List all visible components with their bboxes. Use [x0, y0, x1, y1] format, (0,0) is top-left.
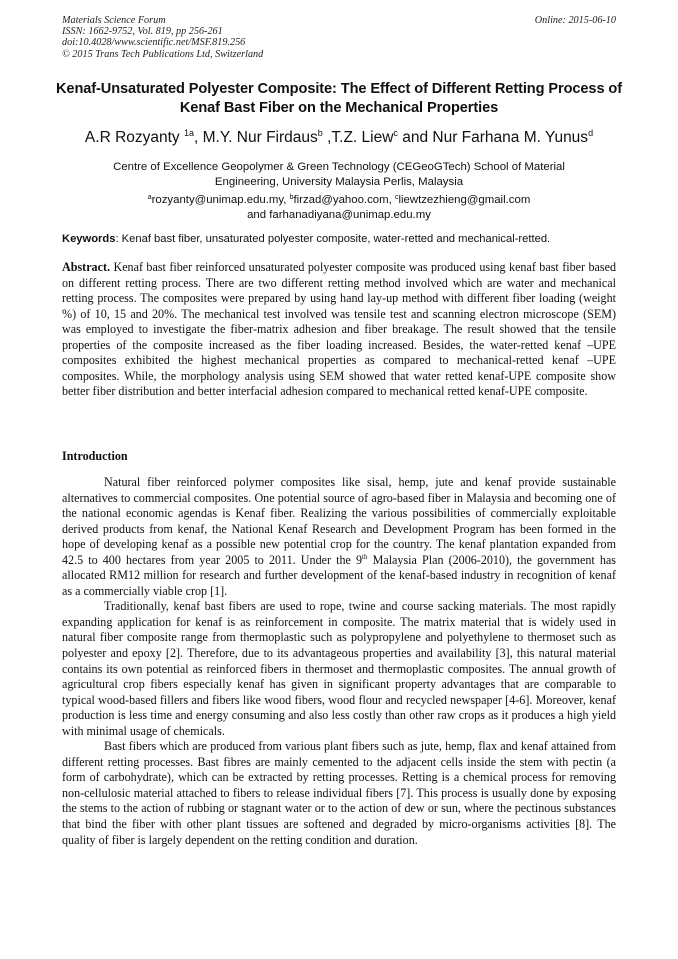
- introduction-body: [62, 475, 616, 848]
- email-b[interactable]: firzad@yahoo.com,: [293, 194, 395, 206]
- copyright-line: © 2015 Trans Tech Publications Ltd, Switzerland: [62, 48, 264, 60]
- doi-line: doi:10.4028/www.scientific.net/MSF.819.256: [62, 37, 246, 49]
- abstract-label: Abstract.: [62, 260, 111, 274]
- author-list: [0, 128, 678, 147]
- issn-line: ISSN: 1662-9752, Vol. 819, pp 256-261: [62, 26, 223, 38]
- abstract: [62, 260, 616, 400]
- author-3-sup: c: [393, 128, 398, 138]
- email-b-sup: b: [289, 194, 294, 201]
- email-c-sup: c: [394, 194, 399, 201]
- email-a[interactable]: rozyanty@unimap.edu.my,: [151, 194, 290, 206]
- intro-p1-part-b: Malaysia Plan (2006-2010), the government has allocated RM12 million for research and further development of the kenaf-based industry in recognition of kenaf as a commercially viable crop [1].: [62, 552, 616, 598]
- author-3: ,T.Z. Liew: [322, 129, 394, 146]
- author-1-sup: 1a: [183, 128, 194, 138]
- intro-paragraph-2: Traditionally, kenaf bast fibers are used to rope, twine and course sacking materials. The most rapidly expanding application for kenaf is as reinforcement in composite. The matrix material that is widely used in natural fiber composite range from thermoplastic such as polypropylene and polyethylene to thermoset such as polyester and epoxy [2]. Therefore, due to its advantageous properties and availability [3], this natural material contains its own potential as reinforced fibers in thermoset and thermoplastic composites. The annual growth of agricultural crop fibers especially kenaf has given in significant property advantages that are comparable to typical wood-based fillers and fibers like wood fibers, wood flour and recycled newspaper [4-6]. Moreover, kenaf production is less time and energy consuming and also less costly than other raw crops as it produces a high yield with minimal usage of chemicals.: [62, 599, 616, 738]
- author-2-sup: b: [317, 128, 323, 138]
- abstract-text: Kenaf bast fiber reinforced unsaturated polyester composite was produced using kenaf bast fiber based on different retting process. There are two different retting method involved which are water and mechanical retting process. The composites were prepared by using hand lay-up method with different fiber loading (weight %) of 10, 15 and 20%. The mechanical test involved was tensile test and scanning electron microscope (SEM) was employed to investigate the fiber-matrix adhesion and fiber breakage. The result showed that the tensile properties of the composite increased as the fiber loading increased. Besides, the water-retted kenaf –UPE composites exhibited the highest mechanical properties as compared to mechanical-retted kenaf –UPE composites. While, the morphology analysis using SEM showed that water retted kenaf-UPE composite show better fiber distribution and better interfacial adhesion compared to mechanical retted kenaf-UPE composite.: [62, 260, 616, 399]
- affiliation-line-2: Engineering, University Malaysia Perlis, Malaysia: [214, 176, 464, 188]
- email-d[interactable]: and farhanadiyana@unimap.edu.my: [247, 209, 431, 221]
- introduction-heading: Introduction: [62, 449, 128, 463]
- intro-paragraph-1: [62, 475, 616, 599]
- intro-p1-sup: th: [362, 552, 368, 561]
- affiliation-line-1: Centre of Excellence Geopolymer & Green Technology (CEGeoGTech) School of Material: [113, 161, 565, 173]
- keywords-label: Keywords: [62, 233, 116, 245]
- email-line: [60, 190, 618, 208]
- author-4: and Nur Farhana M. Yunus: [397, 129, 589, 146]
- journal-name: Materials Science Forum: [62, 15, 166, 26]
- author-4-sup: d: [588, 128, 594, 138]
- keywords-line: [62, 233, 618, 245]
- author-1: A.R Rozyanty: [84, 129, 184, 146]
- email-a-sup: a: [147, 194, 152, 201]
- paper-title: Kenaf-Unsaturated Polyester Composite: The Effect of Different Retting Process of Kenaf Bast Fiber on the Mechanical Properties: [55, 81, 622, 116]
- intro-paragraph-3: Bast fibers which are produced from various plant fibers such as jute, hemp, flax and kenaf attained from different retting processes. Bast fibres are mainly cemented to the adjacent cells inside the stem with pectin (a form of carbohydrate), which can be extracted by retting processes. Retting is a chemical process for removing non-cellulosic material attached to fibers to release individual fibers [7]. This process is usually done by exposing the stems to the action of rubbing or stagnant water or to the action of dew or sun, where the pectinous substances that bind the fiber with other plant tissues are softened and degraded by micro-organisms activities [8]. The quality of fiber is largely dependent on the retting condition and duration.: [62, 739, 616, 847]
- email-c[interactable]: liewtzezhieng@gmail.com: [398, 194, 531, 206]
- online-date: Online: 2015-06-10: [534, 15, 616, 26]
- keywords-text: : Kenaf bast fiber, unsaturated polyester composite, water-retted and mechanical-retted.: [115, 233, 551, 245]
- page-header: [62, 15, 616, 60]
- intro-p1-part-a: Natural fiber reinforced polymer composites like sisal, hemp, jute and kenaf provide sustainable alternatives to commercial composites. One potential source of agro-based fiber in Malaysia and becoming one of the national economic agendas is Kenaf fiber. Realizing the various possibilities of commercially exploitable derived products from kenaf, the National Kenaf Research and Development Program has been formed in the hope of developing kenaf as a possible new potential crop for the country. The kenaf plantation expanded from 42.5 to 400 hectares from year 2005 to 2011. Under the 9: [62, 475, 616, 567]
- affiliation-block: [60, 160, 618, 223]
- author-2: , M.Y. Nur Firdaus: [194, 129, 318, 146]
